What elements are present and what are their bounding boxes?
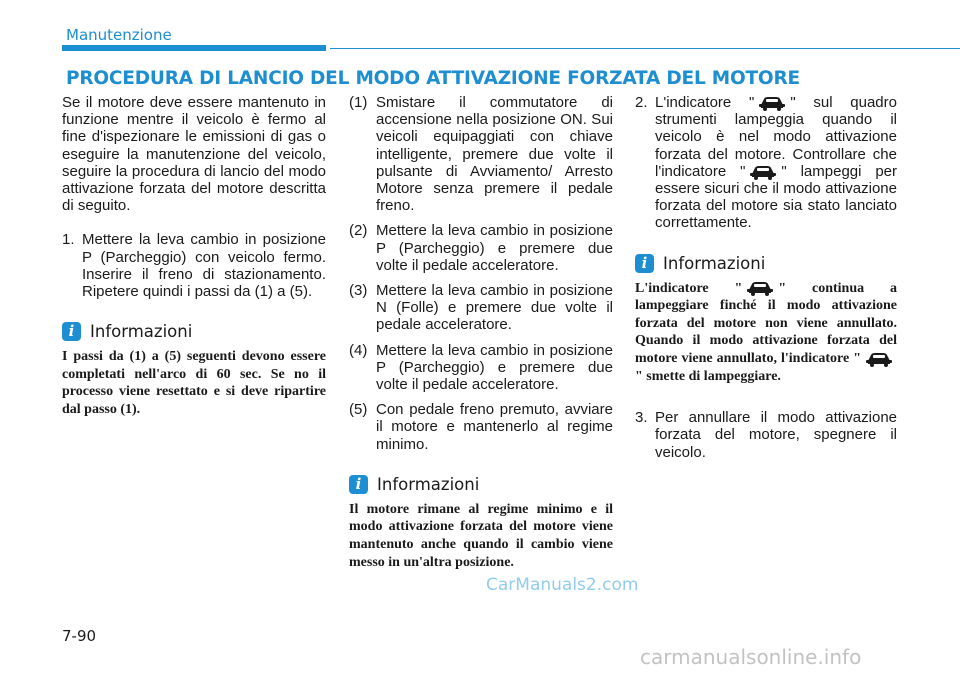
column-3 bbox=[635, 94, 897, 461]
step-number: 3. bbox=[635, 409, 648, 427]
step-2 bbox=[635, 94, 897, 232]
text-part: " continua a lampeggiare finché il modo attivazione forzata del motore non viene annullato. Quando il modo attivazione forzata del motore viene annullato, l'indicatore " bbox=[635, 280, 898, 366]
watermark: CarManuals2.com bbox=[486, 575, 639, 595]
info-text: I passi da (1) a (5) seguenti devono essere completati nell'arco di 60 sec. Se no il processo viene resettato e si deve ripartire dal passo (1). bbox=[62, 349, 326, 418]
text-part: L'indicatore " bbox=[635, 280, 743, 296]
text-part: " sul quadro strumenti lampeggia quando il veicolo è nel modo attivazione forzata del motore. Controllare che l'indicatore " bbox=[655, 94, 897, 180]
step-number: 2. bbox=[635, 94, 648, 111]
info-text bbox=[635, 280, 897, 386]
header-rule-thick bbox=[62, 45, 326, 51]
substep-1 bbox=[349, 94, 613, 214]
ready-car-indicator-icon bbox=[745, 280, 775, 296]
substep-text: Mettere la leva cambio in posizione N (Folle) e premere due volte il pedale acceleratore. bbox=[376, 282, 613, 334]
substep-text: Mettere la leva cambio in posizione P (Parcheggio) e premere due volte il pedale acceleratore. bbox=[376, 222, 613, 274]
substep-number: (1) bbox=[349, 94, 368, 111]
text-part: L'indicatore " bbox=[655, 94, 755, 111]
step-3 bbox=[635, 409, 897, 461]
text-part: " smette di lampeggiare. bbox=[635, 368, 781, 384]
substep-3 bbox=[349, 282, 613, 334]
info-title: Informazioni bbox=[377, 474, 480, 494]
intro-paragraph: Se il motore deve essere mantenuto in funzione mentre il veicolo è fermo al fine d'ispezionare le emissioni di gas o eseguire la manutenzione del veicolo, seguire la procedura di lancio del modo attivazione forzata del motore descritta di seguito. bbox=[62, 94, 326, 215]
step-1 bbox=[62, 231, 326, 300]
substep-number: (4) bbox=[349, 341, 368, 359]
info-title: Informazioni bbox=[90, 322, 193, 342]
substep-4 bbox=[349, 342, 613, 394]
info-icon: i bbox=[349, 475, 368, 494]
info-box-header bbox=[349, 475, 613, 494]
header-rule-thin bbox=[330, 48, 960, 49]
step-text: Mettere la leva cambio in posizione P (Parcheggio) con veicolo fermo. Inserire il freno di stazionamento. Ripetere quindi i passi da (1) a (5). bbox=[82, 231, 326, 301]
ready-car-indicator-icon bbox=[748, 164, 778, 180]
substep-text: Con pedale freno premuto, avviare il motore e mantenerlo al regime minimo. bbox=[376, 401, 613, 453]
info-icon: i bbox=[635, 254, 654, 273]
substep-number: (3) bbox=[349, 282, 368, 300]
section-label: Manutenzione bbox=[66, 26, 172, 44]
step-number: 1. bbox=[62, 231, 75, 249]
column-2 bbox=[349, 94, 613, 571]
info-box-header bbox=[635, 254, 897, 273]
text-part: " lampeggi per essere sicuri che il modo attivazione forzata del motore sia stato lanciato correttamente. bbox=[655, 162, 897, 232]
substep-text: Smistare il commutatore di accensione nella posizione ON. Sui veicoli equipaggiati con chiave intelligente, premere due volte il pulsante di Avviamento/ Arresto Motore senza premere il pedale freno. bbox=[376, 94, 613, 215]
step-text bbox=[655, 94, 897, 232]
info-title: Informazioni bbox=[663, 253, 766, 273]
ready-car-indicator-icon bbox=[757, 95, 787, 111]
substep-number: (2) bbox=[349, 222, 368, 240]
page-number: 7-90 bbox=[62, 627, 97, 645]
substep-5 bbox=[349, 401, 613, 453]
page-title: PROCEDURA DI LANCIO DEL MODO ATTIVAZIONE FORZATA DEL MOTORE bbox=[66, 68, 800, 89]
info-box-header bbox=[62, 322, 326, 341]
substep-2 bbox=[349, 222, 613, 274]
substep-text: Mettere la leva cambio in posizione P (Parcheggio) e premere due volte il pedale acceleratore. bbox=[376, 341, 613, 394]
info-icon: i bbox=[62, 322, 81, 341]
step-text: Per annullare il modo attivazione forzata del motore, spegnere il veicolo. bbox=[655, 409, 897, 461]
substep-number: (5) bbox=[349, 401, 368, 419]
ready-car-indicator-icon bbox=[864, 351, 894, 367]
info-text: Il motore rimane al regime minimo e il modo attivazione forzata del motore viene mantenuto anche quando il cambio viene messo in un'altra posizione. bbox=[349, 501, 613, 570]
column-1 bbox=[62, 94, 326, 419]
watermark: carmanualsonline.info bbox=[640, 645, 862, 669]
